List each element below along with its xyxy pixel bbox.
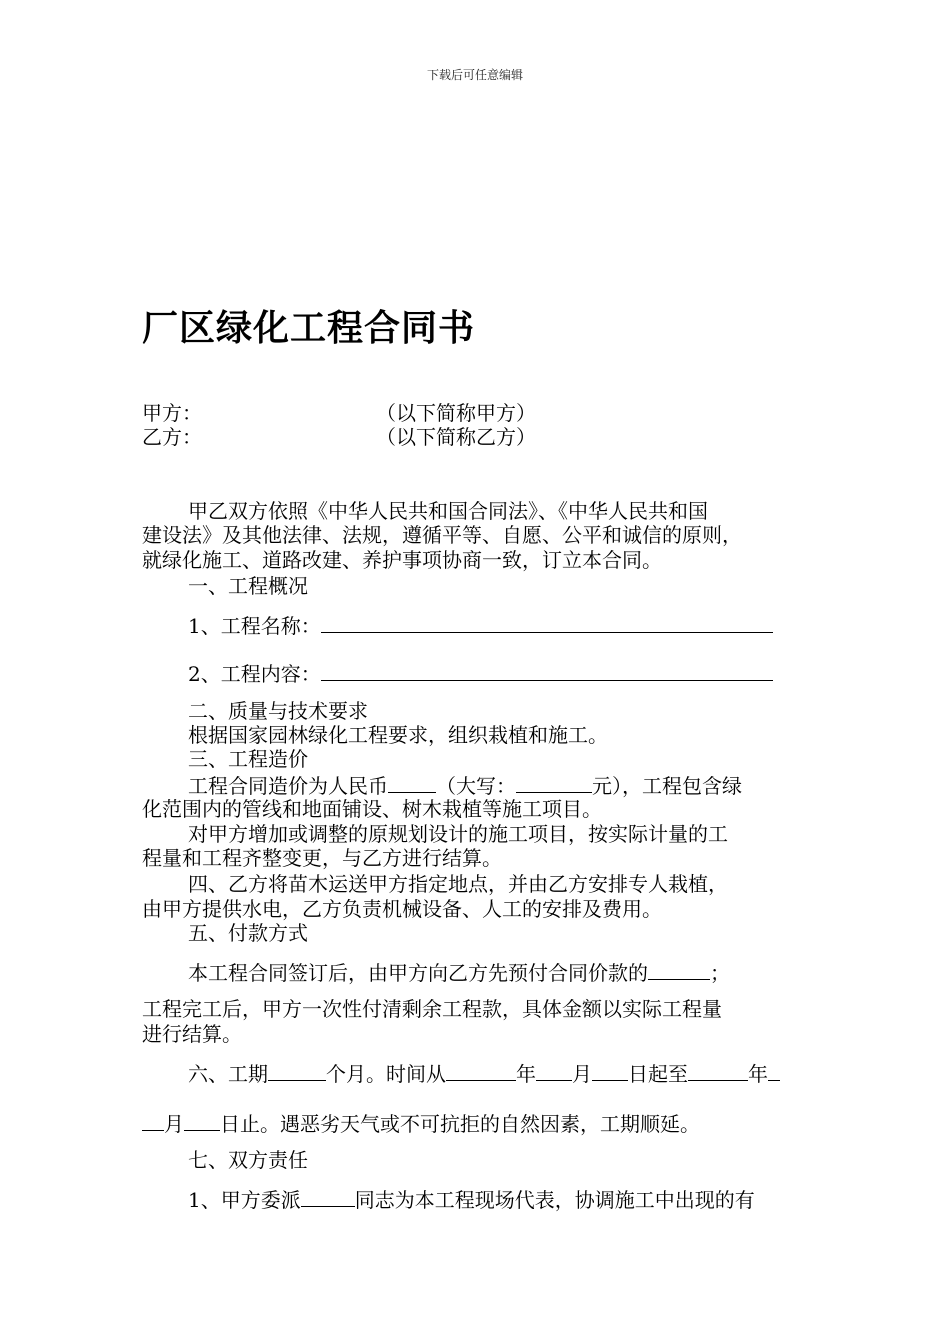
price-amount-blank: [388, 772, 436, 793]
project-content-label: 2、工程内容：: [188, 662, 321, 686]
party-b-label: 乙方：: [142, 425, 202, 449]
price-line-2: 化范围内的管线和地面铺设、树木栽植等施工项目。: [142, 797, 602, 821]
months-blank: [268, 1060, 326, 1081]
section-1-heading: 一、工程概况: [188, 574, 308, 598]
project-name-label: 1、工程名称：: [188, 614, 321, 638]
party-a-label: 甲方：: [142, 401, 202, 425]
responsibility-text-b: 同志为本工程现场代表，协调施工中出现的有: [354, 1188, 755, 1212]
prepay-blank: [648, 959, 710, 980]
party-b-line: [142, 425, 842, 449]
adjust-line-1: 对甲方增加或调整的原规划设计的施工项目，按实际计量的工: [188, 822, 728, 846]
party-b-note: （以下简称乙方）: [376, 425, 536, 449]
price-words-blank: [516, 772, 592, 793]
end-month-blank-b: [142, 1110, 164, 1131]
period-line-2: [142, 1110, 842, 1136]
period-line-1: [188, 1060, 842, 1086]
representative-blank: [301, 1186, 355, 1207]
end-day-blank: [184, 1110, 220, 1131]
period-text-4: 月: [572, 1062, 592, 1086]
project-content-line: [188, 660, 842, 686]
start-day-blank: [592, 1060, 628, 1081]
payment-line-2: 工程完工后，甲方一次性付清剩余工程款，具体金额以实际工程量: [142, 997, 722, 1021]
adjust-line-2: 程量和工程齐整变更，与乙方进行结算。: [142, 846, 502, 870]
intro-line-3: 就绿化施工、道路改建、养护事项协商一致，订立本合同。: [142, 548, 662, 572]
end-year-blank: [688, 1060, 748, 1081]
period-text-8: 日止。遇恶劣天气或不可抗拒的自然因素，工期顺延。: [220, 1112, 700, 1136]
period-text-3: 年: [516, 1062, 536, 1086]
section-4-line-2: 由甲方提供水电，乙方负责机械设备、人工的安排及费用。: [142, 897, 662, 921]
price-text-a: 工程合同造价为人民币: [188, 774, 388, 798]
price-text-c: 元），工程包含绿: [592, 774, 742, 798]
section-2-heading: 二、质量与技术要求: [188, 699, 368, 723]
section-4-line-1: 四、乙方将苗木运送甲方指定地点，并由乙方安排专人栽植，: [188, 872, 728, 896]
payment-text-end: ；: [710, 961, 730, 985]
period-text-5: 日起至: [628, 1062, 688, 1086]
intro-line-1: 甲乙双方依照《中华人民共和国合同法》、《中华人民共和国: [188, 499, 708, 523]
period-text-1: 六、工期: [188, 1062, 268, 1086]
period-text-7: 月: [164, 1112, 184, 1136]
period-text-6: 年: [748, 1062, 768, 1086]
price-text-b: （大写：: [436, 774, 516, 798]
payment-line-1: [188, 959, 842, 985]
header-note: 下载后可任意编辑: [426, 68, 523, 82]
payment-text-a: 本工程合同签订后，由甲方向乙方先预付合同价款的: [188, 961, 648, 985]
party-a-note: （以下简称甲方）: [376, 401, 536, 425]
party-a-line: [142, 401, 842, 425]
start-month-blank: [536, 1060, 572, 1081]
section-5-heading: 五、付款方式: [188, 921, 308, 945]
responsibility-line-1: [188, 1186, 842, 1212]
period-text-2: 个月。时间从: [326, 1062, 446, 1086]
intro-line-2: 建设法》及其他法律、法规，遵循平等、自愿、公平和诚信的原则，: [142, 523, 742, 547]
responsibility-text-a: 1、甲方委派: [188, 1188, 301, 1212]
project-name-line: [188, 612, 842, 638]
payment-line-3: 进行结算。: [142, 1022, 242, 1046]
end-month-blank-a: [768, 1060, 780, 1081]
project-content-blank: [321, 660, 773, 681]
section-2-text: 根据国家园林绿化工程要求，组织栽植和施工。: [188, 723, 608, 747]
section-3-heading: 三、工程造价: [188, 747, 308, 771]
document-title: 厂区绿化工程合同书: [142, 307, 476, 349]
price-line: [188, 772, 842, 798]
start-year-blank: [446, 1060, 516, 1081]
project-name-blank: [321, 612, 773, 633]
section-7-heading: 七、双方责任: [188, 1148, 308, 1172]
